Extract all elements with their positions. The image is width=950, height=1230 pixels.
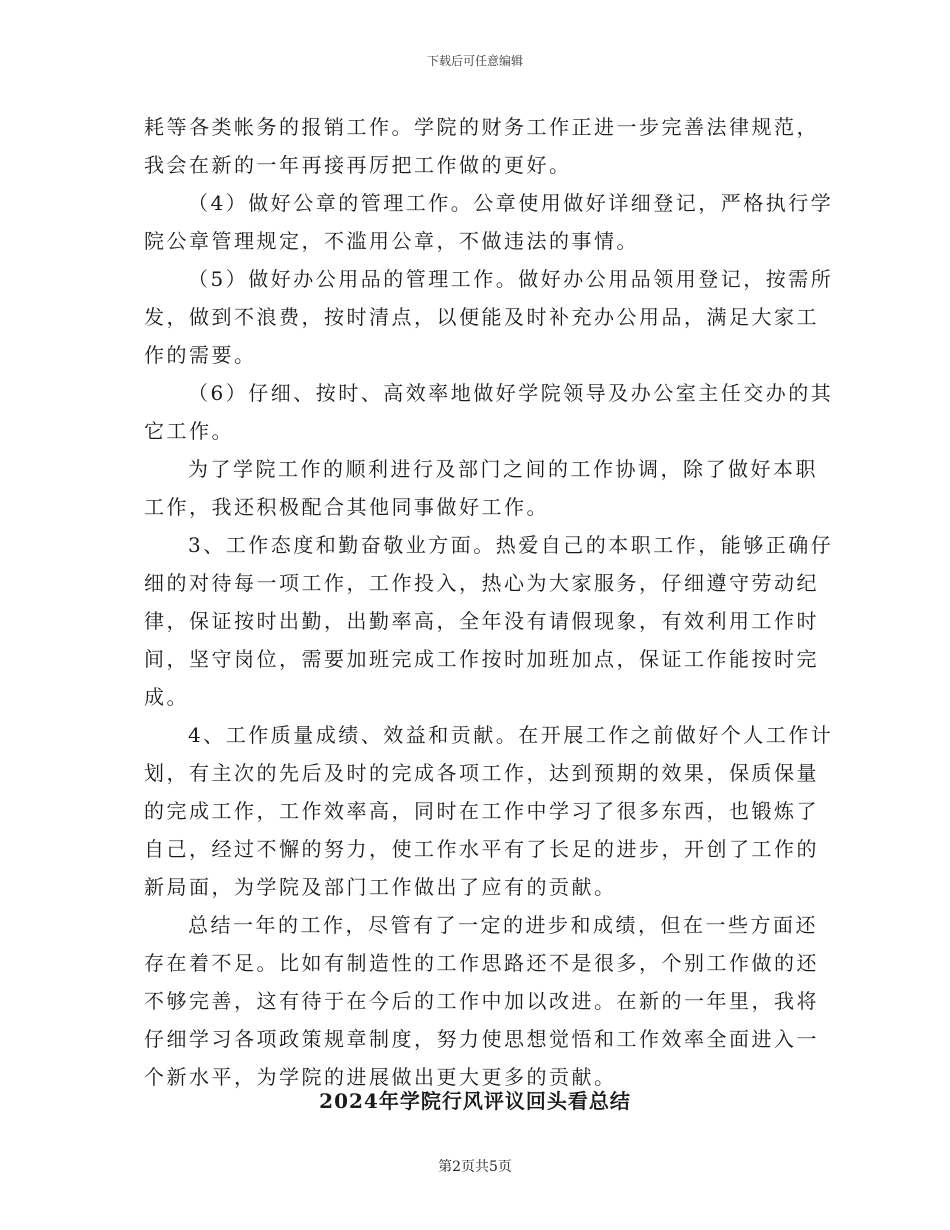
document-body — [144, 108, 834, 1096]
text-line: 总结一年的工作，尽管有了一定的进步和成绩，但在一些方面还 — [188, 913, 818, 937]
text-line: 4、工作质量成绩、效益和贡献。在开展工作之前做好个人工作计 — [188, 723, 834, 747]
text-line: 3、工作态度和勤奋敬业方面。热爱自己的本职工作，能够正确仔 — [188, 533, 834, 557]
text-line: 它工作。 — [144, 419, 234, 443]
text-line: 我会在新的一年再接再厉把工作做的更好。 — [144, 153, 572, 177]
text-line: （5）做好办公用品的管理工作。做好办公用品领用登记，按需所 — [188, 267, 834, 291]
text-line: 院公章管理规定，不滥用公章，不做违法的事情。 — [144, 229, 639, 253]
section-heading: 2024年学院行风评议回头看总结 — [319, 1089, 631, 1113]
text-line: （6）仔细、按时、高效率地做好学院领导及办公室主任交办的其 — [188, 381, 834, 405]
text-line: 新局面，为学院及部门工作做出了应有的贡献。 — [144, 875, 617, 899]
text-line: 个新水平，为学院的进展做出更大更多的贡献。 — [144, 1065, 617, 1089]
text-line: 工作，我还积极配合其他同事做好工作。 — [144, 495, 549, 519]
text-line: 不够完善，这有待于在今后的工作中加以改进。在新的一年里，我将 — [144, 989, 819, 1013]
text-line: 为了学院工作的顺利进行及部门之间的工作协调，除了做好本职 — [188, 457, 818, 481]
page-header: 下载后可任意编辑 — [426, 54, 523, 68]
text-line: 作的需要。 — [144, 343, 257, 367]
text-line: （4）做好公章的管理工作。公章使用做好详细登记，严格执行学 — [188, 191, 834, 215]
text-line: 律，保证按时出勤，出勤率高，全年没有请假现象，有效利用工作时 — [144, 609, 819, 633]
text-line: 耗等各类帐务的报销工作。学院的财务工作正进一步完善法律规范， — [144, 115, 819, 139]
text-line: 成。 — [144, 685, 189, 709]
page-footer: 第2页共5页 — [438, 1159, 512, 1175]
text-line: 细的对待每一项工作，工作投入，热心为大家服务，仔细遵守劳动纪 — [144, 571, 819, 595]
text-line: 间，坚守岗位，需要加班完成工作按时加班加点，保证工作能按时完 — [144, 647, 819, 671]
text-line: 自己，经过不懈的努力，使工作水平有了长足的进步，开创了工作的 — [144, 837, 819, 861]
text-line: 划，有主次的先后及时的完成各项工作，达到预期的效果，保质保量 — [144, 761, 819, 785]
text-line: 存在着不足。比如有制造性的工作思路还不是很多，个别工作做的还 — [144, 951, 819, 975]
text-line: 的完成工作，工作效率高，同时在工作中学习了很多东西，也锻炼了 — [144, 799, 819, 823]
text-line: 仔细学习各项政策规章制度，努力使思想觉悟和工作效率全面进入一 — [144, 1027, 819, 1051]
text-line: 发，做到不浪费，按时清点，以便能及时补充办公用品，满足大家工 — [144, 305, 819, 329]
